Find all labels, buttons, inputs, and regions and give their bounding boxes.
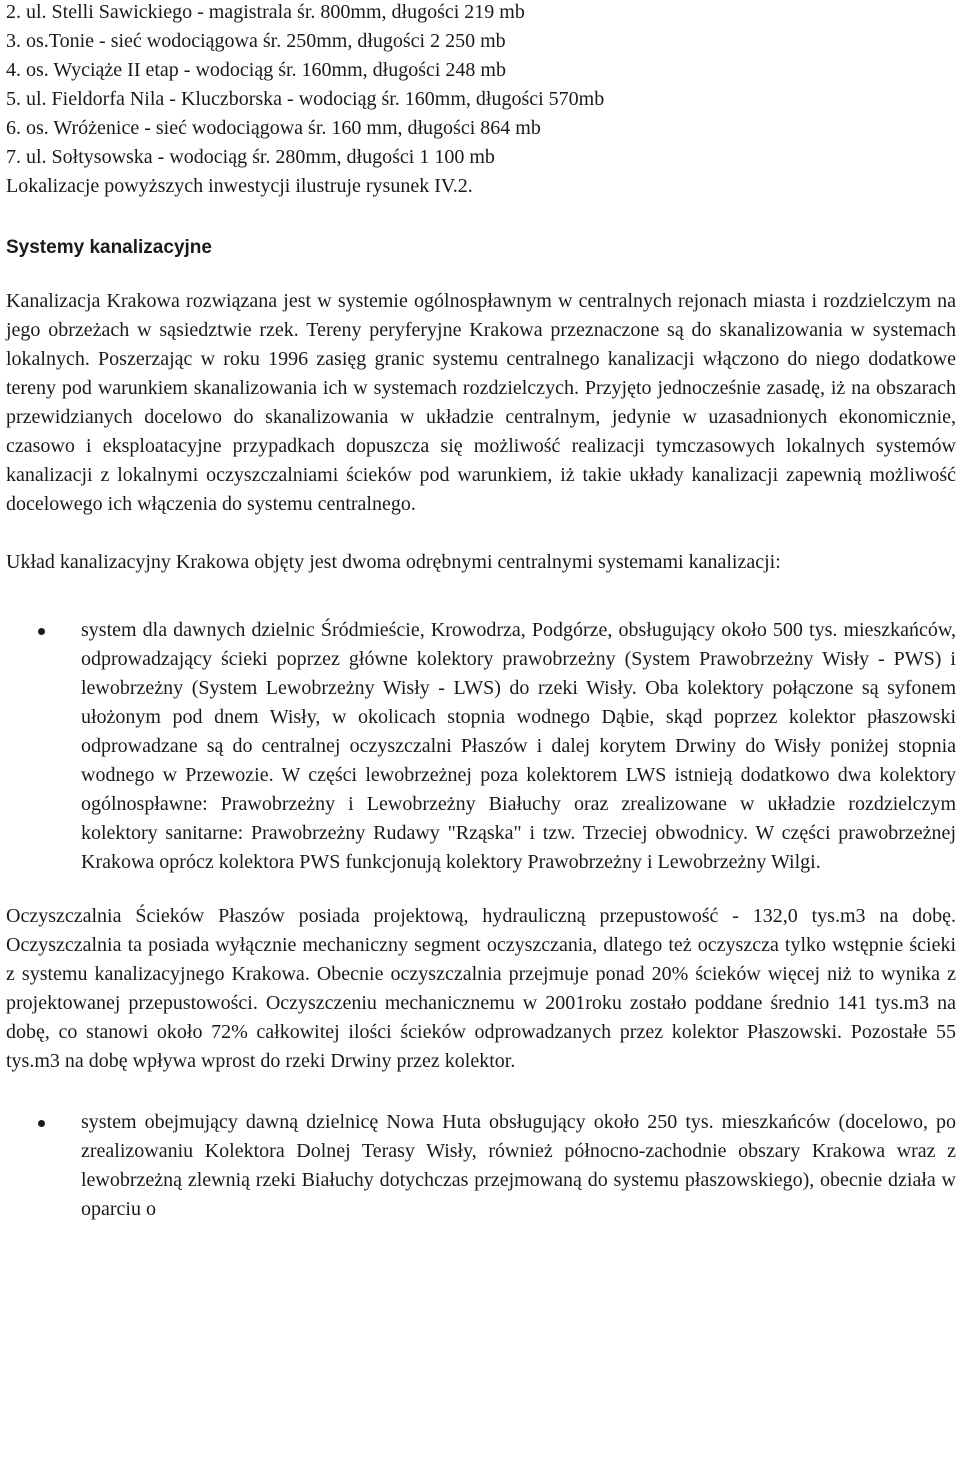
list-item: 6. os. Wróżenice - sieć wodociągowa śr. 160 mm, długości 864 mb [6, 117, 541, 139]
list-item: 3. os.Tonie - sieć wodociągowa śr. 250mm, długości 2 250 mb [6, 30, 506, 52]
bullet-icon [38, 628, 45, 635]
systems-list [6, 1108, 956, 1224]
bullet-text: system obejmujący dawną dzielnicę Nowa Huta obsługujący około 250 tys. mieszkańców (docelowo, po zrealizowaniu Kolektora Dolnej Terasy Wisły, również północno-zachodnie obszary Krakowa wraz z lewobrzeżną zlewnią rzeki Białuchy dotychczas przejmowaną do systemu płaszowskiego), obecnie działa w oparciu o [81, 1111, 956, 1220]
list-item: 4. os. Wyciąże II etap - wodociąg śr. 160mm, długości 248 mb [6, 59, 506, 81]
list-item [6, 616, 956, 877]
paragraph-intro: Kanalizacja Krakowa rozwiązana jest w systemie ogólnospławnym w centralnych rejonach miasta i rozdzielczym na jego obrzeżach w sąsiedztwie rzek. Tereny peryferyjne Krakowa przeznaczone są do skanalizowania w systemach lokalnych. Poszerzając w roku 1996 zasięg granic systemu centralnego kanalizacji włączono do niego dodatkowe tereny pod warunkiem skanalizowania ich w systemach rozdzielczych. Przyjęto jednocześnie zasadę, iż na obszarach przewidzianych docelowo do skanalizowania w układzie centralnym, jedynie w uzasadnionych ekonomicznie, czasowo i eksploatacyjne przypadkach dopuszcza się możliwość realizacji tymczasowych lokalnych systemów kanalizacji z lokalnymi oczyszczalniami ścieków pod warunkiem, iż takie układy kanalizacji zapewnią możliwość docelowego ich włączenia do systemu centralnego. [6, 290, 956, 515]
paragraph-systems: Układ kanalizacyjny Krakowa objęty jest dwoma odrębnymi centralnymi systemami kanalizacji: [6, 551, 781, 573]
investment-list [6, 0, 956, 201]
figure-reference: Lokalizacje powyższych inwestycji ilustruje rysunek IV.2. [6, 175, 473, 197]
paragraph-plaszow: Oczyszczalnia Ścieków Płaszów posiada projektową, hydrauliczną przepustowość - 132,0 tys.m3 na dobę. Oczyszczalnia ta posiada wyłącznie mechaniczny segment oczyszczania, dlatego też oczyszcza tylko wstępnie ścieki z systemu kanalizacyjnego Krakowa. Obecnie oczyszczalnia przejmuje ponad 20% ścieków więcej niż to wynika z projektowanej przepustowości. Oczyszczeniu mechanicznemu w 2001roku zostało poddane średnio 141 tys.m3 na dobę, co stanowi około 72% całkowitej ilości ścieków odprowadzanych przez kolektor Płaszowski. Pozostałe 55 tys.m3 na dobę wpływa wprost do rzeki Drwiny przez kolektor. [6, 905, 956, 1072]
document-page [6, 0, 956, 1224]
list-item [6, 1108, 956, 1224]
list-item: 5. ul. Fieldorfa Nila - Kluczborska - wodociąg śr. 160mm, długości 570mb [6, 88, 605, 110]
list-item: 7. ul. Sołtysowska - wodociąg śr. 280mm, długości 1 100 mb [6, 146, 495, 168]
section-heading: Systemy kanalizacyjne [6, 237, 212, 258]
list-item: 2. ul. Stelli Sawickiego - magistrala śr. 800mm, długości 219 mb [6, 1, 525, 23]
bullet-icon [38, 1120, 45, 1127]
bullet-text: system dla dawnych dzielnic Śródmieście, Krowodrza, Podgórze, obsługujący około 500 tys. mieszkańców, odprowadzający ścieki poprzez główne kolektory prawobrzeżny (System Prawobrzeżny Wisły - PWS) i lewobrzeżny (System Lewobrzeżny Wisły - LWS) do rzeki Wisły. Oba kolektory połączone są syfonem ułożonym pod dnem Wisły, w okolicach stopnia wodnego Dąbie, skąd poprzez kolektor płaszowski odprowadzane są do centralnej oczyszczalni Płaszów i dalej korytem Drwiny do Wisły poniżej stopnia wodnego w Przewozie. W części lewobrzeżnej poza kolektorem LWS istnieją dodatkowo dwa kolektory ogólnospławne: Prawobrzeżny i Lewobrzeżny Białuchy oraz zrealizowane w układzie rozdzielczym kolektory sanitarne: Prawobrzeżny Rudawy "Rząska" i tzw. Trzeciej obwodnicy. W części prawobrzeżnej Krakowa oprócz kolektora PWS funkcjonują kolektory Prawobrzeżny i Lewobrzeżny Wilgi. [81, 619, 956, 873]
systems-list [6, 616, 956, 877]
